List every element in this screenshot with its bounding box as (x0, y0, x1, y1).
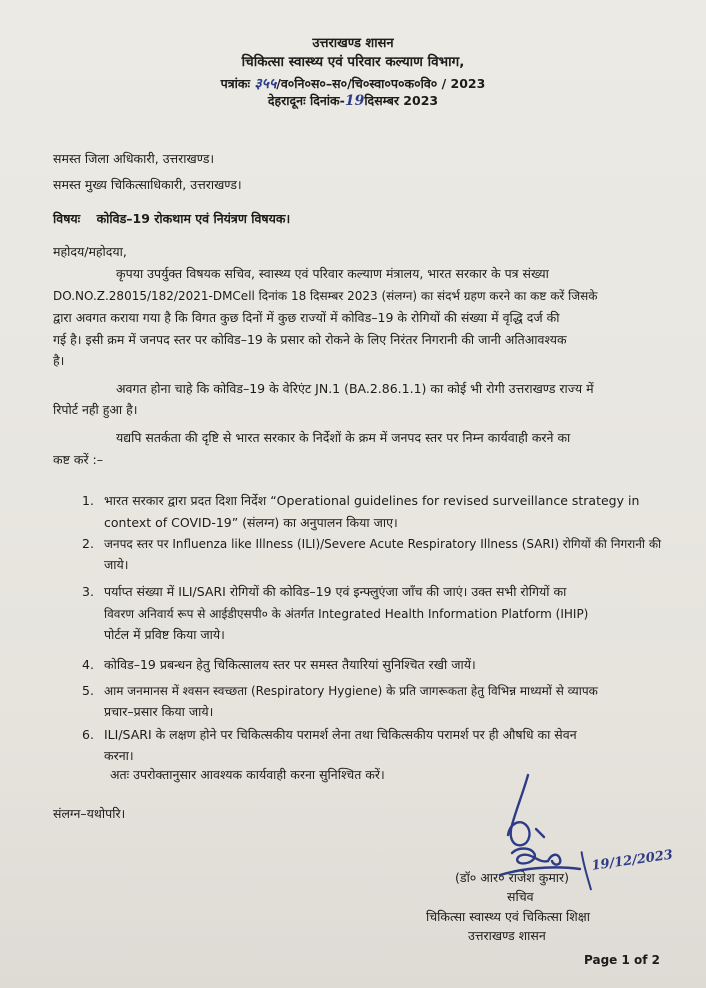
ref-prefix: पत्रांकः (220, 76, 251, 91)
directive-3-line3: पोर्टल में प्रविष्ट किया जाये। (104, 627, 225, 642)
signatory-designation: सचिव (507, 889, 534, 904)
directive-5-line1: आम जनमानस में श्वसन स्वच्छता (Respiratory Hygiene) के प्रति जागरूकता हेतु विभिन्न माध्यमों से व्यापक (104, 684, 598, 698)
directive-6-line1: ILI/SARI के लक्षण होने पर चिकित्सकीय परामर्श लेना तथा चिकित्सकीय परामर्श पर ही औषधि का सेवन (104, 727, 577, 742)
para2-line1: अवगत होना चाहे कि कोविड–19 के वेरिएंट JN.1 (BA.2.86.1.1) का कोई भी रोगी उत्तराखण्ड राज्य में (116, 381, 594, 396)
para3-line1: यद्यपि सतर्कता की दृष्टि से भारत सरकार के निर्देशों के क्रम में जनपद स्तर पर निम्न कार्यवाही करने का (116, 430, 571, 445)
directive-2-number: 2. (82, 536, 94, 551)
signatory-department: चिकित्सा स्वास्थ्य एवं चिकित्सा शिक्षा (426, 909, 590, 924)
date-prefix: देहरादूनः दिनांक- (267, 93, 345, 108)
subject-line (53, 211, 290, 227)
ref-suffix: /व०नि०स०–स०/चि०स्वा०प०क०वि० / 2023 (276, 76, 486, 91)
directive-6-line2: करना। (104, 748, 134, 763)
para1-line4: गई है। इसी क्रम में जनपद स्तर पर कोविड–19 के प्रसार को रोकने के लिए निरंतर निगरानी की जानी अतिआवश्यक (53, 332, 567, 347)
handwritten-date-text: 19/12/2023 (590, 847, 674, 874)
handwritten-date (575, 837, 674, 896)
para1-line5: है। (53, 353, 65, 368)
directive-1-number: 1. (82, 493, 94, 508)
salutation: महोदय/महोदया, (53, 244, 127, 259)
para2-line2: रिपोर्ट नही हुआ है। (53, 402, 138, 417)
header-date (0, 93, 706, 109)
enclosure-note: संलग्न–यथोपरि। (53, 806, 126, 821)
signatory-name: (डॉ० आर० राजेश कुमार) (455, 870, 570, 885)
directive-6-number: 6. (82, 727, 94, 742)
para1-line1: कृपया उपर्युक्त विषयक सचिव, स्वास्थ्य एवं परिवार कल्याण मंत्रालय, भारत सरकार के पत्र संख्या (116, 266, 549, 281)
closing-line: अतः उपरोक्तानुसार आवश्यक कार्यवाही करना सुनिश्चित करें। (110, 767, 385, 782)
directive-2-line2: जाये। (104, 557, 129, 572)
directive-3-number: 3. (82, 584, 94, 599)
ref-number-handwritten: ३५५ (254, 76, 277, 92)
para1-line3: द्वारा अवगत कराया गया है कि विगत कुछ दिनों में कुछ राज्यों में कोविड–19 के रोगियों की संख्या में वृद्धि दर्ज की (53, 310, 560, 325)
signatory-government: उत्तराखण्ड शासन (468, 928, 546, 943)
para3-line2: कष्ट करें :– (53, 452, 104, 467)
date-day-handwritten: 19 (344, 93, 365, 109)
recipient-district-magistrates: समस्त जिला अधिकारी, उत्तराखण्ड। (53, 151, 215, 166)
directive-1-line2: context of COVID-19” (संलग्न) का अनुपालन किया जाए। (104, 515, 398, 530)
page-number: Page 1 of 2 (584, 953, 660, 967)
directive-3-line2: विवरण अनिवार्य रूप से आईडीएसपी० के अंतर्गत Integrated Health Information Platform (IHIP) (104, 607, 589, 621)
directive-3-line1: पर्याप्त संख्या में ILI/SARI रोगियों की कोविड–19 एवं इन्फ्लुएंजा जाँच की जाएं। उक्त सभी रोगियों का (104, 584, 567, 599)
directive-2-line1: जनपद स्तर पर Influenza like Illness (ILI)/Severe Acute Respiratory Illness (SARI) रोगियों की निगरानी की (104, 537, 662, 551)
header-reference (0, 76, 706, 92)
directive-1-line1: भारत सरकार द्वारा प्रदत दिशा निर्देश “Operational guidelines for revised surveillance strategy in (104, 493, 640, 508)
directive-4-number: 4. (82, 657, 94, 672)
directive-5-number: 5. (82, 683, 94, 698)
header-government: उत्तराखण्ड शासन (312, 36, 394, 51)
subject-label: विषयः (53, 211, 81, 226)
para1-line2: DO.NO.Z.28015/182/2021-DMCell दिनांक 18 दिसम्बर 2023 (संलग्न) का संदर्भ ग्रहण करने का कष्ट करें जिसके (53, 289, 598, 303)
header-department: चिकित्सा स्वास्थ्य एवं परिवार कल्याण विभाग, (241, 54, 465, 70)
recipient-chief-medical-officers: समस्त मुख्य चिकित्साधिकारी, उत्तराखण्ड। (53, 177, 242, 192)
directive-5-line2: प्रचार–प्रसार किया जाये। (104, 704, 214, 719)
subject-text: कोविड–19 रोकथाम एवं नियंत्रण विषयक। (96, 211, 291, 226)
date-suffix: दिसम्बर 2023 (364, 93, 439, 108)
directive-4-line1: कोविड–19 प्रबन्धन हेतु चिकित्सालय स्तर पर समस्त तैयारियां सुनिश्चित रखी जायें। (104, 657, 476, 672)
